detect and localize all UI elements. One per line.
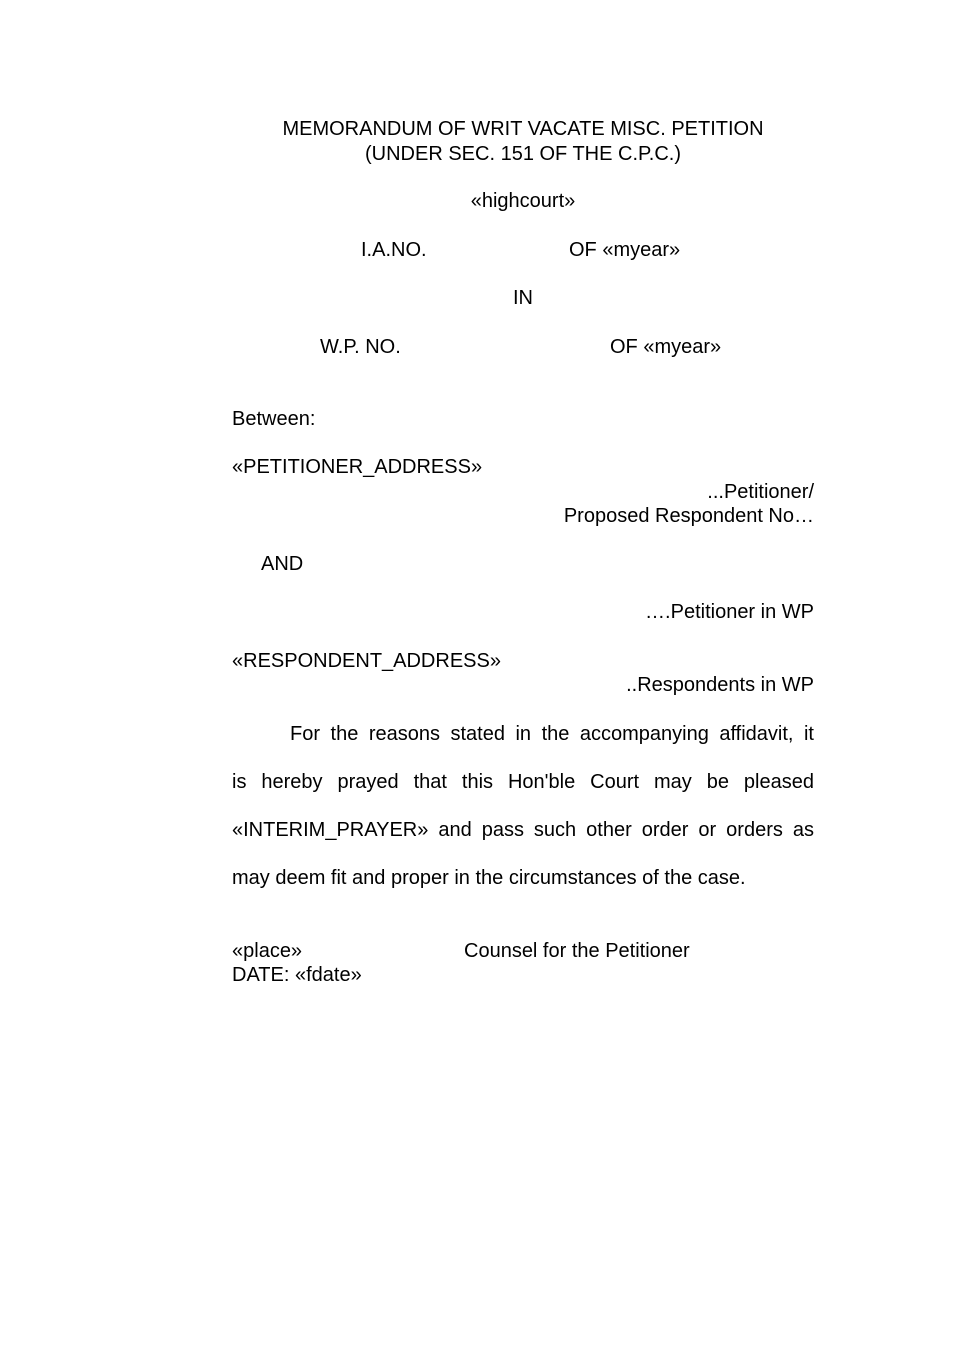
petitioner-role-line2: Proposed Respondent No… xyxy=(563,505,814,527)
petitioner-in-wp: ….Petitioner in WP xyxy=(645,601,814,623)
counsel-signature-label: Counsel for the Petitioner xyxy=(464,940,690,962)
petitioner-address: «PETITIONER_ADDRESS» xyxy=(232,456,483,478)
wp-number-label: W.P. NO. xyxy=(320,336,401,358)
document-subtitle: (UNDER SEC. 151 OF THE C.P.C.) xyxy=(365,143,681,165)
high-court-placeholder: «highcourt» xyxy=(470,190,576,212)
ia-year: OF «myear» xyxy=(569,239,681,261)
prayer-line-1: For the reasons stated in the accompanying affidavit, it xyxy=(290,723,814,745)
wp-year: OF «myear» xyxy=(610,336,722,358)
document-title: MEMORANDUM OF WRIT VACATE MISC. PETITION xyxy=(282,118,764,140)
in-word: IN xyxy=(513,287,533,309)
date-line: DATE: «fdate» xyxy=(232,964,362,986)
prayer-line-2: is hereby prayed that this Hon'ble Court may be pleased xyxy=(232,771,814,793)
prayer-line-3: «INTERIM_PRAYER» and pass such other order or orders as xyxy=(232,819,814,841)
respondent-role: ..Respondents in WP xyxy=(626,674,814,696)
ia-number-label: I.A.NO. xyxy=(361,239,427,261)
and-word: AND xyxy=(261,553,304,575)
petitioner-role-line1: ...Petitioner/ xyxy=(707,481,814,503)
place-placeholder: «place» xyxy=(232,940,303,962)
between-label: Between: xyxy=(232,408,316,430)
prayer-line-4: may deem fit and proper in the circumstances of the case. xyxy=(232,867,746,889)
respondent-address: «RESPONDENT_ADDRESS» xyxy=(232,650,501,672)
